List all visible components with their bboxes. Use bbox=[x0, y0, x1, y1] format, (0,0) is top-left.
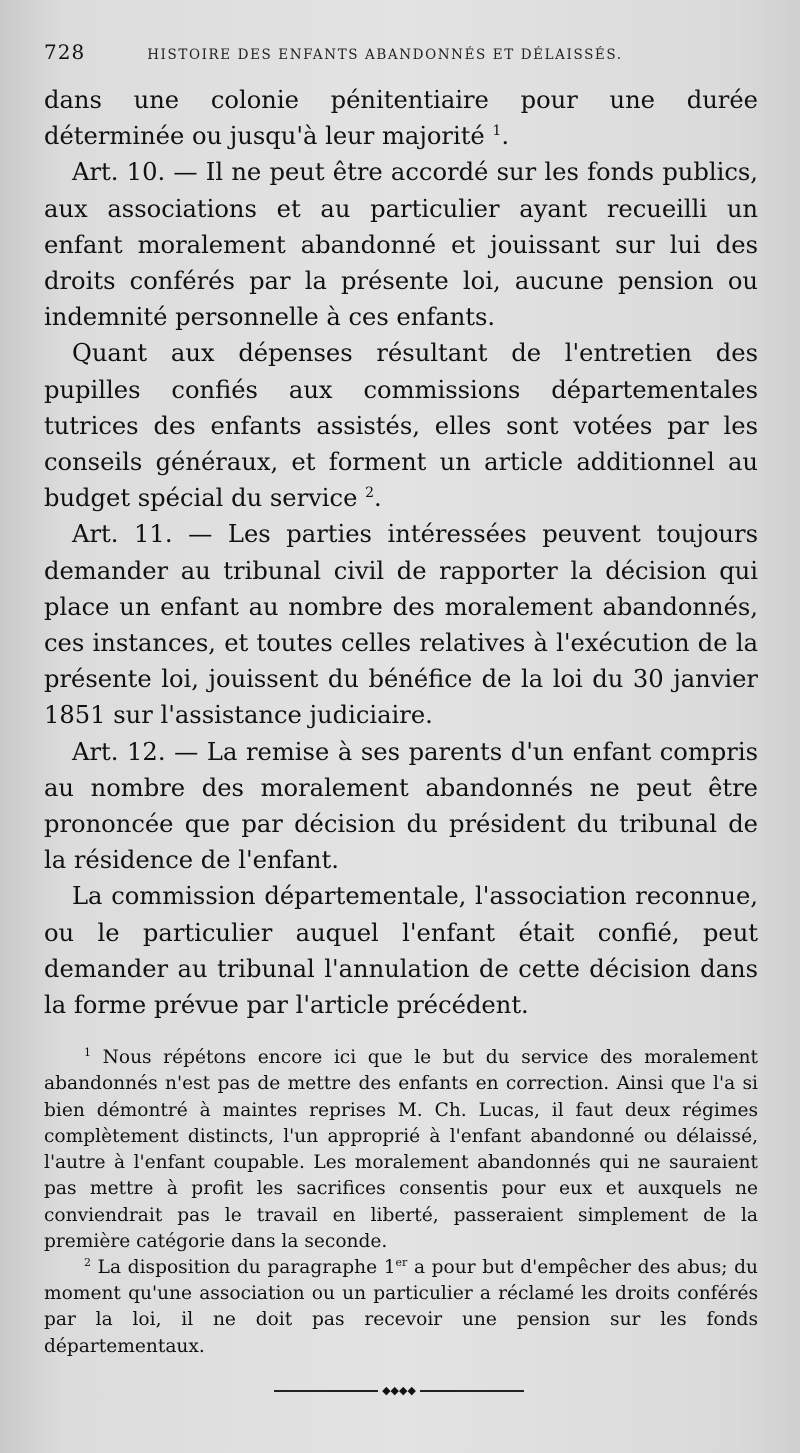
footnote-1 bbox=[44, 1045, 758, 1255]
running-title: HISTOIRE DES ENFANTS ABANDONNÉS ET DÉLAISSÉS. bbox=[147, 47, 623, 63]
footnote-text: La disposition du paragraphe 1 bbox=[91, 1256, 396, 1278]
footnote-mark: 2 bbox=[84, 1255, 91, 1269]
page-number: 728 bbox=[44, 40, 86, 64]
punctuation: . bbox=[374, 484, 382, 513]
footnote-ref-1: 1 bbox=[492, 123, 502, 140]
paragraph-commission: La commission départementale, l'association reconnue, ou le particulier auquel l'enfant était confié, peut demander au tribunal l'annulation de cette décision dans la forme prévue par l'article précédent. bbox=[44, 882, 758, 1020]
footnote-ref-2: 2 bbox=[365, 485, 374, 502]
footnote-2 bbox=[44, 1255, 758, 1360]
ordinal-suffix: er bbox=[395, 1255, 408, 1269]
footnote-text: Nous répétons encore ici que le but du service des moralement abandonnés n'est pas de mettre des enfants en correction. Ainsi que l'a si bien démontré à maintes reprises M. Ch. Lucas, il faut deux régimes complètement distincts, l'un approprié à l'enfant abandonné ou délaissé, l'autre à l'enfant coupable. Les moralement abandonnés qui ne sauraient pas mettre à profit les sacrifices consentis pour eux et auxquels ne conviendrait pas le travail en liberté, passeraient simplement de la première catégorie dans la seconde. bbox=[44, 1047, 758, 1252]
footnotes bbox=[44, 1045, 758, 1359]
footnote-mark: 1 bbox=[84, 1046, 91, 1060]
footnote-text: a pour but d'empêcher des abus; du moment qu'une association ou un particulier a réclamé les droits conférés par la loi, il ne doit pas recevoir une pension sur les fonds départementaux. bbox=[44, 1256, 759, 1357]
article-11: Art. 11. — Les parties intéressées peuvent toujours demander au tribunal civil de rapporter la décision qui place un enfant au nombre des moralement abandonnés, ces instances, et toutes celles relatives à l'exécution de la présente loi, jouissent du bénéfice de la loi du 30 janvier 1851 sur l'assistance judiciaire. bbox=[44, 520, 758, 730]
paragraph-text: dans une colonie pénitentiaire pour une durée déterminée ou jusqu'à leur majorité bbox=[44, 86, 758, 151]
article-12: Art. 12. — La remise à ses parents d'un enfant compris au nombre des moralement abandonnés ne peut être prononcée que par décision du président du tribunal de la résidence de l'enfant. bbox=[44, 737, 758, 875]
punctuation: . bbox=[501, 122, 510, 151]
end-ornament-rule bbox=[274, 1383, 524, 1397]
running-header bbox=[44, 40, 758, 64]
paragraph-text: Quant aux dépenses résultant de l'entretien des pupilles confiés aux commissions départementales tutrices des enfants assistés, elles sont votées par les conseils généraux, et forment un article additionnel au budget spécial du service bbox=[44, 339, 758, 513]
paragraph-continuation bbox=[44, 82, 758, 154]
rule-right bbox=[420, 1390, 524, 1392]
ornament-icon: ◆◆◆◆ bbox=[382, 1383, 416, 1397]
main-text bbox=[44, 82, 758, 1023]
paragraph-expenses bbox=[44, 335, 758, 516]
rule-left bbox=[274, 1390, 378, 1392]
article-10: Art. 10. — Il ne peut être accordé sur les fonds publics, aux associations et au particulier ayant recueilli un enfant moralement abandonné et jouissant sur lui des droits conférés par la présente loi, aucune pension ou indemnité personnelle à ces enfants. bbox=[44, 158, 758, 332]
